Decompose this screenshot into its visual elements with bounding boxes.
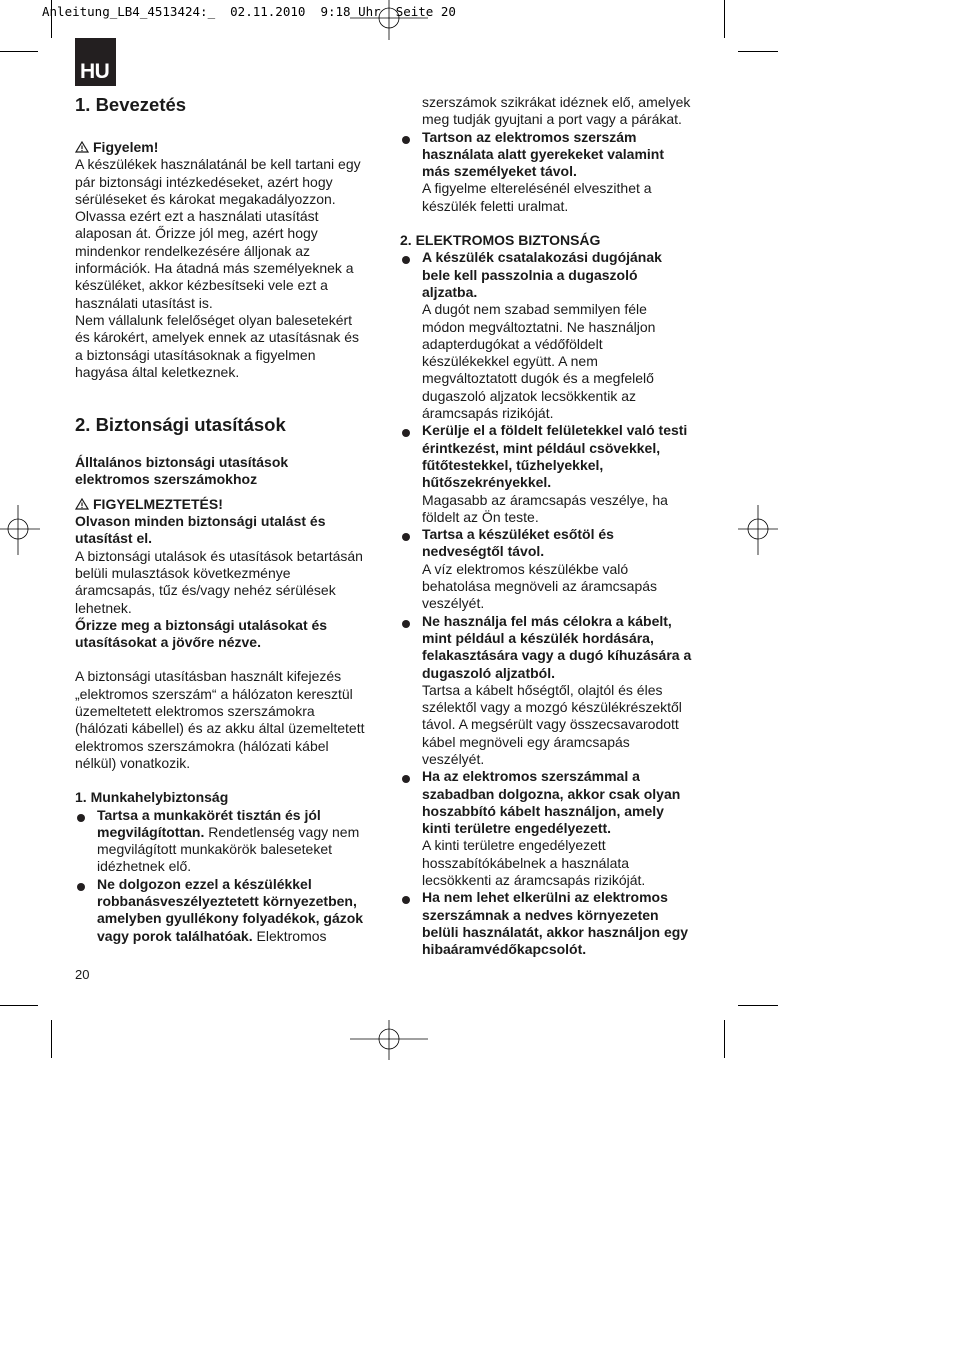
keep-instructions-text: Őrizze meg a biztonsági utalásokat és utasításokat a jövőre nézve. bbox=[75, 616, 328, 651]
list-item: Tartsa a készüléket esőtöl és nedveségtől távol. A víz elektromos készülékbe való behatolása megnöveli az áramcsapás veszélyét. bbox=[400, 526, 710, 612]
section-title-intro: 1. Bevezetés bbox=[75, 94, 187, 115]
crop-mark bbox=[51, 1020, 52, 1058]
crop-mark bbox=[738, 1005, 778, 1006]
list-item: Ne használja fel más célokra a kábelt, mint például a készülék hordására, felakasztására vagy a dugó kíhuzására a dugaszoló aljzatból. Tartsa a kábelt hőségtől, olajtól és éles szélektől vagy a mozgó készülékrészektől távol. A megsérült vagy összecsavarodott kábel megnöveli egy áramcsapás veszélyét. bbox=[400, 613, 710, 769]
list-item: A készülék csatalakozási dugójának bele kell passzolnia a dugaszoló aljzatba. A dugót nem szabad semmilyen féle módon megváltoztatni. Ne használjon adapterdugókat a védőföldelt készülékekkel együtt. A nem megváltoztatott dugók és a megfelelő dugaszoló aljzatok lecsökkentik az áramcsapás rizikóját. bbox=[400, 249, 710, 422]
continued-text: szerszámok szikrákat idéznek elő, amelyek meg tudják gyujtani a port vagy a párákat. bbox=[422, 94, 691, 128]
language-badge: HU bbox=[75, 38, 116, 86]
warning-bold-text: Olvason minden biztonsági utalást és utasítást el. bbox=[75, 513, 326, 547]
warning-text: A biztonsági utalások és utasítások betartásán belüli mulasztások következménye áramcsapás, tűz és/vagy nehéz sérülések lehetnek. bbox=[75, 547, 363, 616]
warning-heading: Figyelem! bbox=[75, 139, 375, 156]
list-item: Kerülje el a földelt felületekkel való testi érintkezést, mint például csövekkel, fűtőtestekkel, tűzhelyekkel, hűtőszekrényekkel. Magasabb az áramcsapás veszélye, ha földelt az Ön teste. bbox=[400, 422, 710, 526]
right-column bbox=[400, 94, 710, 959]
list-item: Ha az elektromos szerszámmal a szabadban dolgozna, akkor csak olyan hoszabbító kábelt használjon, amely kinti területre engedélyezett. A kinti területre engedélyezett hosszabítókábelnek a használata lecsökkenti az áramcsapás rizikóját. bbox=[400, 768, 710, 889]
general-safety-title: Álltalános biztonsági utasítások elektromos szerszámokhoz bbox=[75, 454, 289, 488]
section-title-safety: 2. Biztonsági utasítások bbox=[75, 414, 286, 436]
subsection-title-electrical: 2. ELEKTROMOS BIZTONSÁG bbox=[400, 232, 601, 249]
registration-mark-bottom bbox=[350, 1020, 428, 1060]
crop-mark bbox=[738, 51, 778, 52]
crop-mark bbox=[724, 1020, 725, 1058]
print-slug: Anleitung_LB4_4513424:_ 02.11.2010 9:18 Uhr Seite 20 bbox=[42, 4, 456, 19]
left-column bbox=[75, 94, 375, 945]
registration-mark-right bbox=[738, 505, 778, 555]
crop-mark bbox=[724, 0, 725, 38]
warning-heading-2: FIGYELMEZTETÉS! bbox=[75, 496, 375, 513]
list-item: Tartsa a munkakörét tisztán és jól megvilágítottan. Rendetlenség vagy nem megvilágított munkakörök baleseteket idézhetnek elő. bbox=[75, 807, 375, 876]
list-item: Ne dolgozon ezzel a készülékkel robbanásveszélyeztetett környezetben, amelyben gyullékony folyadékok, gázok vagy porok találhatóak. Elektromos bbox=[75, 876, 375, 945]
list-item: Tartson az elektromos szerszám használata alatt gyerekeket valamint más személyeket távol. A figyelme elterelésénél elveszithet a készülék feletti uralmat. bbox=[400, 129, 710, 215]
registration-mark-left bbox=[0, 505, 40, 555]
term-definition-text: A biztonsági utasításban használt kifejezés „elektromos szerszám“ a hálózaton keresztül üzemeltetett elektromos szerszámokra (hálózati kábellel) és az akku által üzemeltetett elektromos szerszámokra (hálózati kábel nélkül) vonatkozik. bbox=[75, 668, 365, 771]
subsection-title-workplace: 1. Munkahelybiztonság bbox=[75, 789, 229, 806]
crop-mark bbox=[0, 51, 38, 52]
list-item: Ha nem lehet elkerülni az elektromos szerszámnak a nedves környezeten belüli használatát, akkor használjon egy hibaáramvédőkapcsolót. bbox=[400, 889, 710, 958]
intro-text: A készülékek használatánál be kell tartani egy pár biztonsági intézkedéseket, azért hogy sérüléseket és károkat megakadályozzon. Olvassa ezért ezt a használati utasítást alaposan át. Őrizze jól meg, azért hogy mindenkor rendelkezésére álljonak az információk. Ha átadná más személyeknek a készüléket, akkor kézbesítseki vele ezt a használati utasítást is. Nem vállalunk felelőséget olyan balesetekért és károkért, amelyek ennek az utasításnak és a biztonsági utasításoknak a figyelmen hagyása által keletkeznek. bbox=[75, 156, 361, 380]
warning-icon bbox=[75, 141, 89, 153]
page-number: 20 bbox=[75, 967, 90, 982]
crop-mark bbox=[0, 1005, 38, 1006]
warning-icon bbox=[75, 498, 89, 510]
